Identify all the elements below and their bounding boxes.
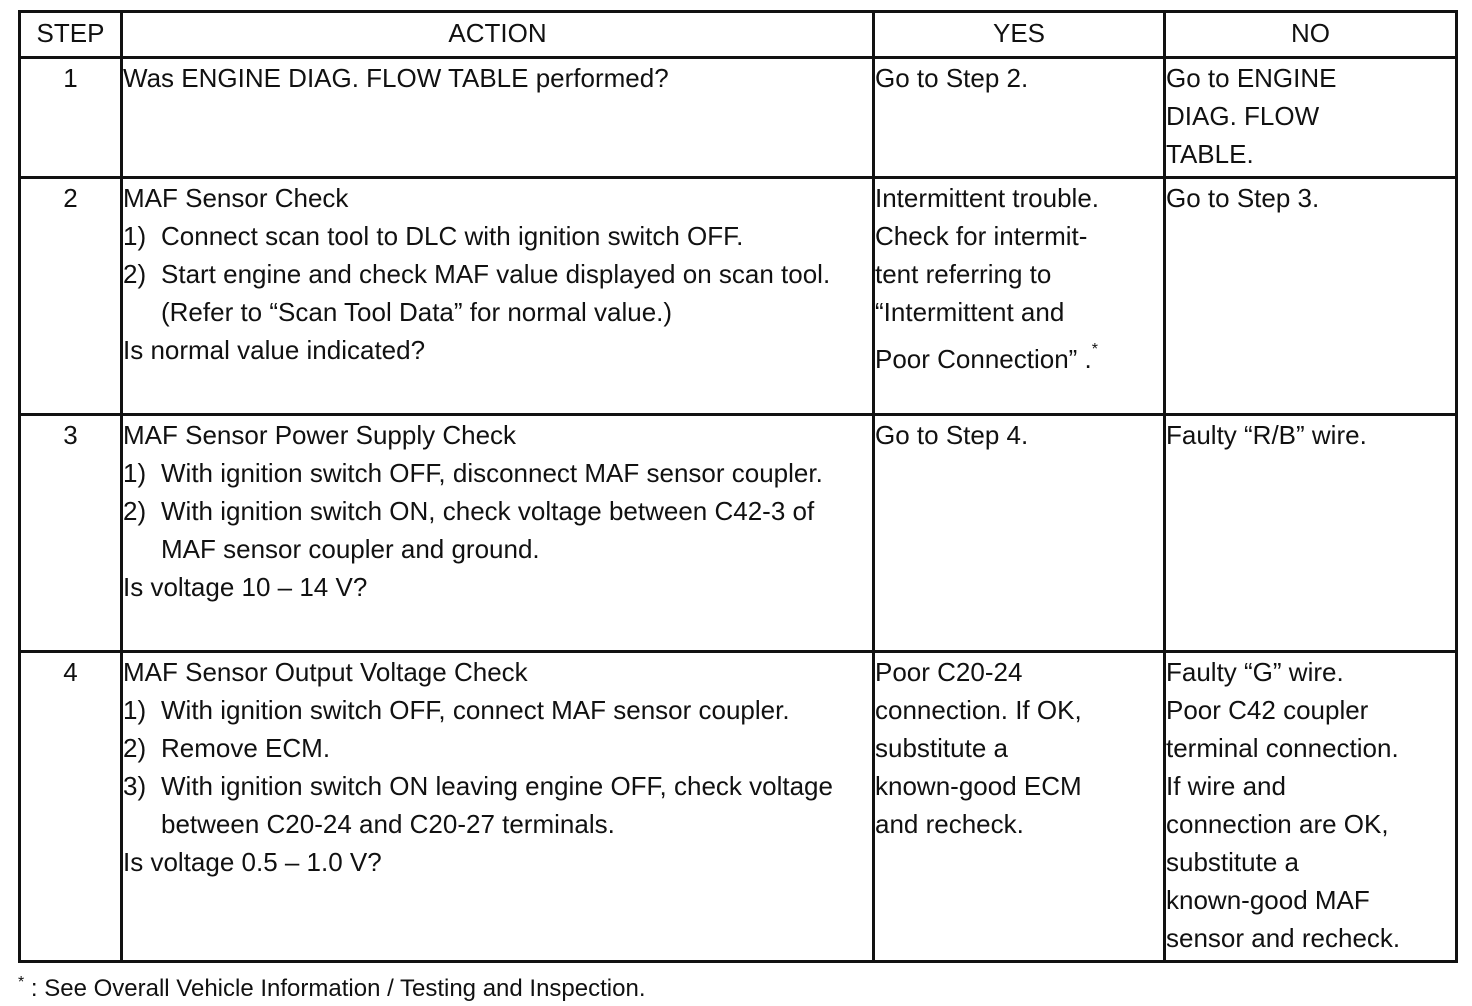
step-number: 2 [20,178,122,415]
action-substep [123,217,872,255]
substep-text: With ignition switch ON, check voltage between C42-3 of MAF sensor coupler and ground. [161,496,815,564]
action-cell [122,178,874,415]
table-header-row [20,12,1457,58]
footnote [18,966,645,1006]
substep-number: 3) [123,771,147,801]
step-number: 4 [20,652,122,962]
step-number: 3 [20,415,122,652]
no-cell: Go to ENGINE DIAG. FLOW TABLE. [1165,58,1457,178]
substep-number: 1) [123,695,147,725]
no-cell: Go to Step 3. [1165,178,1457,415]
table-row [20,415,1457,652]
table-row [20,178,1457,415]
action-title: Was ENGINE DIAG. FLOW TABLE performed? [123,63,669,93]
substep-number: 1) [123,221,147,251]
action-substep [123,691,872,729]
yes-cell: Go to Step 4. [874,415,1165,652]
substep-text: Connect scan tool to DLC with ignition switch OFF. [161,221,744,251]
action-substep [123,729,872,767]
action-cell [122,58,874,178]
no-cell: Faulty “G” wire. Poor C42 coupler terminal connection. If wire and connection are OK, substitute a known-good MAF sensor and recheck. [1165,652,1457,962]
yes-cell: Go to Step 2. [874,58,1165,178]
action-question: Is voltage 0.5 – 1.0 V? [123,847,382,877]
header-action: ACTION [122,12,874,58]
action-question: Is normal value indicated? [123,335,426,365]
footnote-marker: * [18,974,25,991]
footnote-marker: * [1091,341,1099,358]
action-title: MAF Sensor Output Voltage Check [123,657,528,687]
action-question: Is voltage 10 – 14 V? [123,572,368,602]
substep-text: With ignition switch OFF, connect MAF sensor coupler. [161,695,790,725]
action-substep [123,255,872,331]
action-substep [123,767,872,843]
footnote-text: : See Overall Vehicle Information / Testing and Inspection. [24,975,646,1002]
substep-text: With ignition switch OFF, disconnect MAF sensor coupler. [161,458,823,488]
action-title: MAF Sensor Power Supply Check [123,420,517,450]
table-row [20,652,1457,962]
yes-text: Intermittent trouble. Check for intermit- tent referring to “Intermittent and Poor Connection” . [875,183,1099,374]
table-row [20,58,1457,178]
header-yes: YES [874,12,1165,58]
substep-number: 2) [123,733,147,763]
action-cell [122,652,874,962]
header-step: STEP [20,12,122,58]
substep-number: 2) [123,496,147,526]
yes-cell [874,178,1165,415]
substep-number: 1) [123,458,147,488]
action-cell [122,415,874,652]
diagnostic-flow-table [18,10,1458,963]
header-no: NO [1165,12,1457,58]
substep-text: With ignition switch ON leaving engine OFF, check voltage between C20-24 and C20-27 terminals. [161,771,833,839]
action-substep [123,492,872,568]
yes-cell: Poor C20-24 connection. If OK, substitute a known-good ECM and recheck. [874,652,1165,962]
substep-text: Start engine and check MAF value displayed on scan tool. (Refer to “Scan Tool Data” for normal value.) [161,259,831,327]
action-substep [123,454,872,492]
step-number: 1 [20,58,122,178]
no-cell: Faulty “R/B” wire. [1165,415,1457,652]
substep-text: Remove ECM. [161,733,331,763]
substep-number: 2) [123,259,147,289]
action-title: MAF Sensor Check [123,183,349,213]
